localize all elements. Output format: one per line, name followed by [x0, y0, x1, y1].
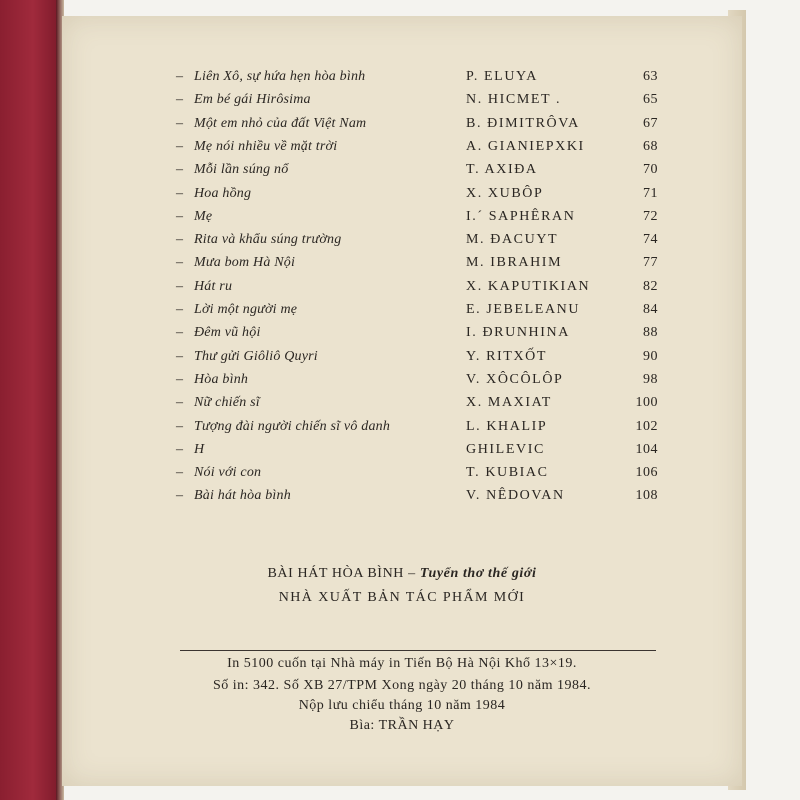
- toc-dash: –: [176, 441, 183, 457]
- toc-dash: –: [176, 185, 183, 201]
- toc-author: GHILEVIC: [466, 441, 545, 457]
- toc-title: Bài hát hòa bình: [194, 488, 291, 504]
- toc-page-number: 88: [643, 325, 658, 341]
- toc-dash: –: [176, 115, 183, 131]
- toc-row: [62, 113, 742, 135]
- toc-author: I. ĐRUNHINA: [466, 325, 570, 341]
- book-title: BÀI HÁT HÒA BÌNH –: [267, 566, 416, 581]
- toc-row: [62, 322, 742, 344]
- toc-author: V. NÊDOVAN: [466, 488, 565, 504]
- colophon-line-4: Bìa: TRẦN HẠY: [349, 718, 455, 733]
- toc-page-number: 108: [635, 488, 658, 504]
- toc-page-number: 63: [643, 69, 658, 84]
- toc-dash: –: [176, 465, 183, 481]
- book-title-line: [62, 566, 742, 582]
- toc-dash: –: [176, 69, 183, 84]
- toc-row: [62, 206, 742, 228]
- toc-page-number: 65: [643, 92, 658, 108]
- toc-title: Hòa bình: [194, 371, 249, 387]
- colophon-line-3: Nộp lưu chiểu tháng 10 năm 1984: [298, 698, 506, 713]
- toc-row: [62, 299, 742, 321]
- toc-title: Hoa hồng: [194, 185, 252, 201]
- toc-dash: –: [176, 395, 183, 411]
- toc-title: Nữ chiến sĩ: [194, 395, 260, 411]
- toc-row: [62, 369, 742, 391]
- toc-dash: –: [176, 162, 183, 178]
- toc-row: [62, 89, 742, 111]
- toc-row: [62, 136, 742, 158]
- book-subtitle: Tuyển thơ thế giới: [419, 566, 537, 581]
- toc-page-number: 67: [643, 115, 658, 131]
- toc-dash: –: [176, 232, 183, 248]
- toc-page-number: 102: [635, 418, 658, 434]
- toc-dash: –: [176, 371, 183, 387]
- book-cover-edge: [0, 0, 60, 800]
- toc-author: A. GIANIEPXKI: [466, 138, 585, 154]
- toc-author: M. ĐACUYT: [466, 232, 559, 248]
- toc-page-number: 84: [643, 302, 658, 317]
- toc-title: Liên Xô, sự hứa hẹn hòa bình: [194, 69, 366, 84]
- toc-page-number: 98: [643, 371, 658, 387]
- toc-dash: –: [176, 348, 183, 364]
- toc-title: Mẹ: [194, 208, 213, 224]
- toc-row: [62, 392, 742, 414]
- toc-author: M. IBRAHIM: [466, 255, 563, 271]
- toc-page-number: 100: [635, 395, 658, 411]
- toc-title: Thư gửi Giôliô Quyri: [194, 348, 318, 364]
- toc-row: [62, 229, 742, 251]
- toc-dash: –: [176, 302, 183, 317]
- toc-page-number: 74: [643, 232, 658, 248]
- toc-author: X. KAPUTIKIAN: [466, 278, 591, 294]
- toc-author: X. XUBÔP: [466, 185, 544, 201]
- toc-dash: –: [176, 208, 183, 224]
- toc-title: Mưa bom Hà Nội: [194, 255, 296, 271]
- toc-row: [62, 346, 742, 368]
- toc-author: V. XÔCÔLÔP: [466, 371, 564, 387]
- toc-dash: –: [176, 138, 183, 154]
- toc-title: Một em nhỏ của đất Việt Nam: [194, 115, 367, 131]
- toc-row: [62, 159, 742, 181]
- toc-author: N. HICMET .: [466, 92, 562, 108]
- toc-author: P. ELUYA: [466, 69, 538, 84]
- toc-page-number: 77: [643, 255, 658, 271]
- toc-title: Mẹ nói nhiều về mặt trời: [194, 138, 338, 154]
- toc-title: Mỗi lần súng nổ: [194, 162, 289, 178]
- toc-title: Lời một người mẹ: [194, 302, 298, 317]
- toc-dash: –: [176, 325, 183, 341]
- colophon-line-2: Số in: 342. Số XB 27/TPM Xong ngày 20 tháng 10 năm 1984.: [212, 678, 591, 693]
- toc-page-number: 104: [635, 441, 658, 457]
- toc-row: [62, 252, 742, 274]
- toc-row: [62, 439, 742, 461]
- toc-author: T. KUBIAC: [466, 465, 549, 481]
- publisher-name: NHÀ XUẤT BẢN TÁC PHẨM MỚI: [278, 590, 526, 605]
- toc-page-number: 82: [643, 278, 658, 294]
- toc-dash: –: [176, 255, 183, 271]
- divider-rule: [180, 650, 656, 651]
- toc-dash: –: [176, 92, 183, 108]
- toc-author: L. KHALIP: [466, 418, 548, 434]
- toc-dash: –: [176, 278, 183, 294]
- toc-page-number: 70: [643, 162, 658, 178]
- toc-dash: –: [176, 488, 183, 504]
- toc-title: Nói với con: [194, 465, 262, 481]
- toc-page-number: 72: [643, 208, 658, 224]
- toc-title: H: [194, 441, 205, 457]
- toc-author: X. MAXIAT: [466, 395, 552, 411]
- toc-row: [62, 485, 742, 507]
- colophon-line-1: In 5100 cuốn tại Nhà máy in Tiến Bộ Hà Nội Khổ 13×19.: [227, 656, 577, 671]
- toc-title: Đêm vũ hội: [194, 325, 261, 341]
- toc-row: [62, 66, 742, 88]
- toc-title: Tượng đài người chiến sĩ vô danh: [194, 418, 391, 434]
- toc-title: Hát ru: [194, 278, 233, 294]
- toc-row: [62, 276, 742, 298]
- toc-row: [62, 183, 742, 205]
- toc-author: Y. RITXỐT: [466, 348, 548, 364]
- toc-author: B. ĐIMITRÔVA: [466, 115, 580, 131]
- toc-title: Rita và khẩu súng trường: [194, 232, 342, 248]
- toc-title: Em bé gái Hirôsima: [194, 92, 311, 108]
- toc-page-number: 68: [643, 138, 658, 154]
- toc-author: I.´ SAPHÊRAN: [466, 208, 576, 224]
- toc-page-number: 90: [643, 348, 658, 364]
- toc-row: [62, 416, 742, 438]
- toc-author: T. AXIĐA: [466, 162, 538, 178]
- toc-author: E. JEBELEANU: [466, 302, 581, 317]
- toc-row: [62, 462, 742, 484]
- toc-page-number: 106: [635, 465, 658, 481]
- toc-page-number: 71: [643, 185, 658, 201]
- toc-dash: –: [176, 418, 183, 434]
